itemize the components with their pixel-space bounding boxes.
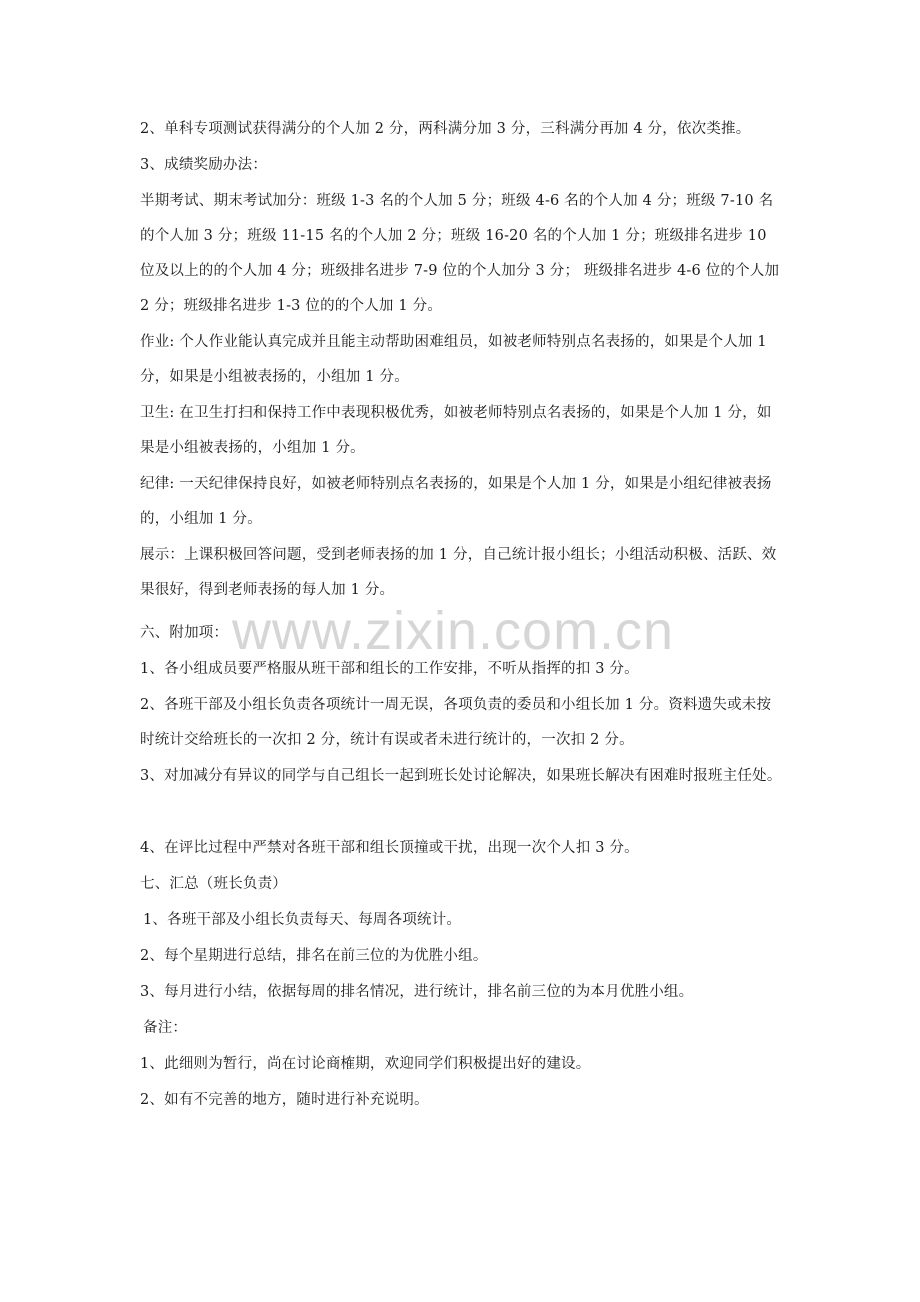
- heading-score-reward: 3、成绩奖励办法：: [140, 157, 268, 173]
- paragraph-summary-1: 1、各班干部及小组长负责每天、每周各项统计。: [143, 912, 462, 928]
- paragraph-additional-1: 1、各小组成员要严格服从班干部和组长的工作安排，不听从指挥的扣 3 分。: [140, 661, 639, 677]
- paragraph-additional-3: 3、对加减分有异议的同学与自己组长一起到班长处讨论解决，如果班长解决有困难时报班主任处。: [140, 768, 782, 784]
- paragraph-remark-2: 2、如有不完善的地方，随时进行补充说明。: [140, 1092, 429, 1108]
- paragraph-additional-4: 4、在评比过程中严禁对各班干部和组长顶撞或干扰，出现一次个人扣 3 分。: [140, 840, 639, 856]
- paragraph-homework: 作业: 个人作业能认真完成并且能主动帮助困难组员，如被老师特别点名表扬的，如果是个人加 1 分，如果是小组被表扬的，小组加 1 分。: [140, 334, 767, 385]
- paragraph-subject-full-score: 2、单科专项测试获得满分的个人加 2 分，两科满分加 3 分，三科满分再加 4 分，依次类推。: [140, 121, 751, 137]
- paragraph-additional-2: 2、各班干部及小组长负责各项统计一周无误，各项负责的委员和小组长加 1 分。资料遗失或未按时统计交给班长的一次扣 2 分，统计有误或者未进行统计的，一次扣 2 分。: [140, 697, 772, 748]
- paragraph-hygiene: 卫生: 在卫生打扫和保持工作中表现积极优秀，如被老师特别点名表扬的，如果是个人加 1 分，如果是小组被表扬的，小组加 1 分。: [140, 405, 772, 456]
- heading-section-seven: 七、汇总（班长负责）: [140, 876, 287, 892]
- paragraph-summary-2: 2、每个星期进行总结，排名在前三位的为优胜小组。: [140, 948, 488, 964]
- heading-remarks: 备注：: [143, 1020, 188, 1036]
- paragraph-remark-1: 1、此细则为暂行，尚在讨论商榷期，欢迎同学们积极提出好的建设。: [140, 1056, 591, 1072]
- paragraph-exam-bonus: 半期考试、期末考试加分：班级 1-3 名的个人加 5 分；班级 4-6 名的个人加 4 分；班级 7-10 名的个人加 3 分；班级 11-15 名的个人加 2 分；班级 16-20 名的个人加 1 分；班级排名进步 10 位及以上的的个人加 4 分；班级排名进步 7-9 位的个人加分 3 分； 班级排名进步 4-6 位的个人加 2 分；班级排名进步 1-3 位的的个人加 1 分。: [140, 193, 780, 314]
- watermark: www.zixin.com.cn: [232, 601, 675, 661]
- heading-section-six: 六、附加项：: [140, 625, 229, 641]
- paragraph-discipline: 纪律: 一天纪律保持良好，如被老师特别点名表扬的，如果是个人加 1 分，如果是小组纪律被表扬的，小组加 1 分。: [140, 476, 772, 527]
- paragraph-presentation: 展示：上课积极回答问题，受到老师表扬的加 1 分，自己统计报小组长；小组活动积极、活跃、效果很好，得到老师表扬的每人加 1 分。: [140, 547, 777, 598]
- paragraph-summary-3: 3、每月进行小结，依据每周的排名情况，进行统计，排名前三位的为本月优胜小组。: [140, 984, 694, 1000]
